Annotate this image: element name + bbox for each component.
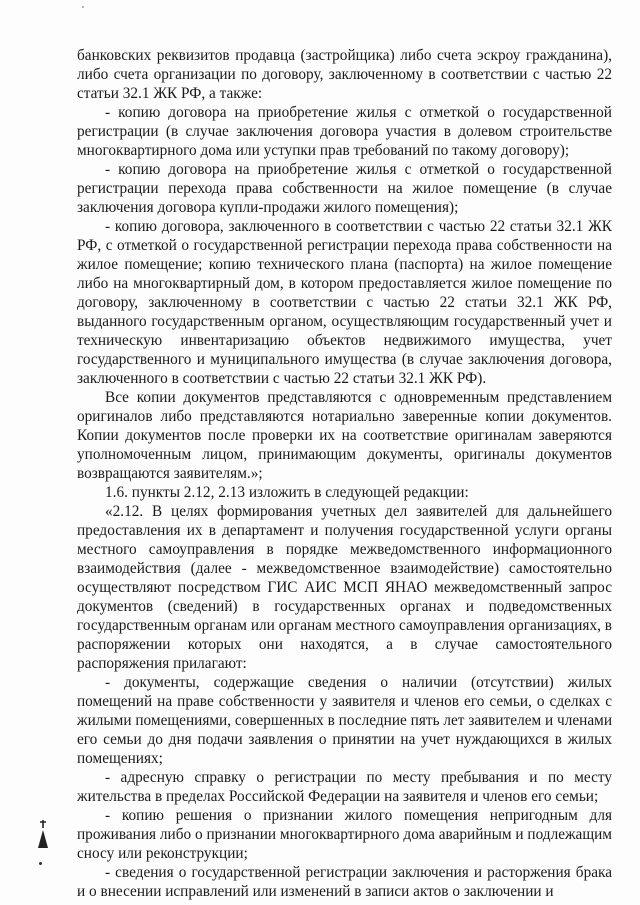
paragraph-address-certificate: - адресную справку о регистрации по месту пребывания и по месту жительства в пределах Российской Федерации на заявителя и членов его семьи;: [77, 769, 612, 805]
handwritten-margin-mark: [34, 818, 52, 854]
paragraph-purchase-contract: - копию договора на приобретение жилья с отметкой о государственной регистрации перехода права собственности на жилое помещение (в случае заключения договора купли-продажи жилого помещения);: [77, 161, 612, 216]
paragraph-item-1-6: 1.6. пункты 2.12, 2.13 изложить в следующей редакции:: [105, 484, 469, 501]
paragraph-bank-details: банковских реквизитов продавца (застройщика) либо счета эскроу гражданина), либо счета организации по договору, заключенному в соответствии с частью 22 статьи 32.1 ЖК РФ, а также:: [77, 47, 612, 102]
paragraph-item-2-12: «2.12. В целях формирования учетных дел заявителей для дальнейшего предоставления их в департамент и получения государственной услуги органы местного самоуправления в порядке межведомственного информационного взаимодействия (далее - межведомственное взаимодействие) самостоятельно осуществляют посредством ГИС АИС МСП ЯНАО межведомственный запрос документов (сведений) в государственных органах и подведомственных государственным органам или органам местного самоуправления организациях, в распоряжении которых они находятся, а в случае самостоятельного распоряжения прилагают:: [77, 503, 612, 672]
paragraph-housing-documents: - документы, содержащие сведения о наличии (отсутствии) жилых помещений на праве собственности у заявителя и членов его семьи, о сделках с жилыми помещениями, совершенных в последние пять лет заявителем и членами его семьи до дня подачи заявления о принятии на учет нуждающихся в жилых помещениях;: [77, 674, 612, 767]
scan-speck: [82, 6, 84, 8]
paragraph-copies-originals: Все копии документов представляются с одновременным представлением оригиналов либо представляются нотариально заверенные копии документов. Копии документов после проверки их на соответствие оригиналам заверяются уполномоченным лицом, принимающим документы, оригиналы документов возвращаются заявителям.»;: [77, 389, 612, 482]
paragraph-marriage-records: - сведения о государственной регистрации заключения и расторжения брака и о внесении исправлений или изменений в записи актов о заключении и: [77, 864, 612, 900]
paragraph-unfit-housing-decision: - копию решения о признании жилого помещения непригодным для проживания либо о признании многоквартирного дома аварийным и подлежащим сносу или реконструкции;: [77, 807, 612, 862]
document-body: [77, 46, 612, 901]
scan-speck: [39, 862, 42, 865]
paragraph-contract-technical-plan: - копию договора, заключенного в соответствии с частью 22 статьи 32.1 ЖК РФ, с отметкой о государственной регистрации перехода права собственности на жилое помещение; копию технического плана (паспорта) на жилое помещение либо на многоквартирный дом, в котором предоставляется жилое помещение по договору, заключенному в соответствии с частью 22 статьи 32.1 ЖК РФ, выданного государственным органом, осуществляющим государственный учет и техническую инвентаризацию объектов недвижимого имущества, учет государственного и муниципального имущества (в случае заключения договора, заключенного в соответствии с частью 22 статьи 32.1 ЖК РФ).: [77, 218, 612, 387]
paragraph-share-contract: - копию договора на приобретение жилья с отметкой о государственной регистрации (в случае заключения договора участия в долевом строительстве многоквартирного дома или уступки прав требований по такому договору);: [77, 104, 612, 159]
